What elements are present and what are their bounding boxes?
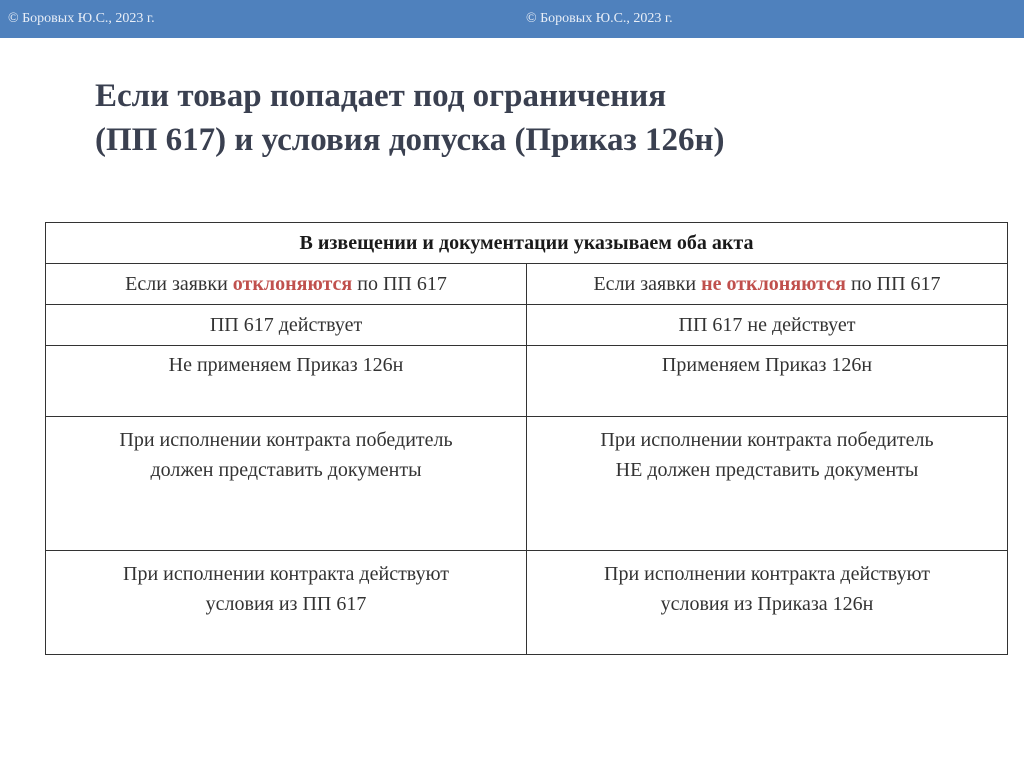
cell-docs-required-line2: должен представить документы [150,459,422,481]
cell-rejected-before: Если заявки [125,273,233,295]
top-banner [0,0,1024,38]
cell-rejected [46,264,527,305]
cell-docs-required [46,417,527,551]
cell-not-rejected-after: по ПП 617 [845,273,941,295]
highlight-not-rejected: не отклоняются [701,273,846,295]
copyright-center: © Боровых Ю.С., 2023 г. [526,11,673,26]
cell-pp617-active: ПП 617 действует [46,305,527,346]
cell-not-rejected [527,264,1008,305]
table-row [46,264,1008,305]
cell-docs-not-required-line1: При исполнении контракта победитель [600,429,934,451]
comparison-table [45,222,1008,655]
cell-conditions-pp617-line2: условия из ПП 617 [205,593,367,615]
cell-docs-not-required [527,417,1008,551]
table-row [46,305,1008,346]
slide-title [95,74,955,162]
cell-rejected-after: по ПП 617 [352,273,447,295]
cell-docs-not-required-line2: НЕ должен представить документы [615,459,919,481]
table-row [46,417,1008,551]
cell-docs-required-line1: При исполнении контракта победитель [119,429,453,451]
cell-conditions-order126-line2: условия из Приказа 126н [660,593,874,615]
cell-order126-applied: Применяем Приказ 126н [527,346,1008,417]
cell-not-rejected-before: Если заявки [593,273,702,295]
cell-conditions-order126-line1: При исполнении контракта действуют [604,563,930,585]
cell-conditions-pp617 [46,551,527,655]
cell-conditions-order126 [527,551,1008,655]
table-header-row [46,223,1008,264]
cell-order126-not-applied: Не применяем Приказ 126н [46,346,527,417]
slide-title-line2: (ПП 617) и условия допуска (Приказ 126н) [95,122,725,158]
highlight-rejected: отклоняются [232,273,353,295]
cell-conditions-pp617-line1: При исполнении контракта действуют [123,563,449,585]
cell-pp617-inactive: ПП 617 не действует [527,305,1008,346]
table-header-cell: В извещении и документации указываем оба акта [46,223,1008,264]
table-row [46,551,1008,655]
copyright-left: © Боровых Ю.С., 2023 г. [8,11,155,26]
table-row [46,346,1008,417]
slide-title-line1: Если товар попадает под ограничения [95,78,667,114]
